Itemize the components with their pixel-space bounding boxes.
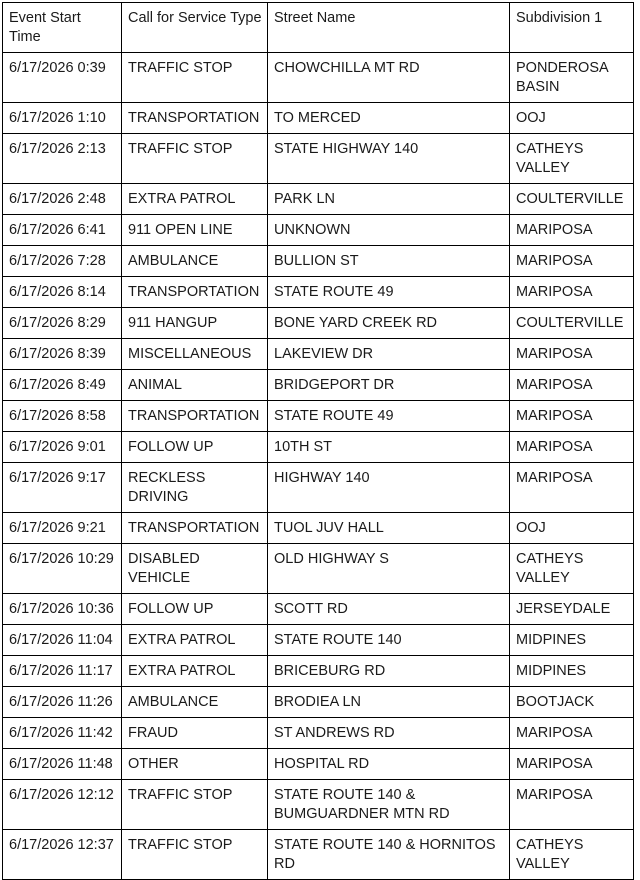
cell-street-name: PARK LN [268, 184, 510, 215]
table-row [3, 749, 634, 780]
cell-call-type: AMBULANCE [122, 687, 268, 718]
table-row [3, 277, 634, 308]
cell-call-type: ANIMAL [122, 370, 268, 401]
cell-call-type: TRAFFIC STOP [122, 134, 268, 184]
header-event-start-time: Event Start Time [3, 3, 122, 53]
table-row [3, 780, 634, 830]
cell-subdivision: MARIPOSA [510, 780, 634, 830]
table-row [3, 687, 634, 718]
cell-call-type: TRANSPORTATION [122, 277, 268, 308]
cell-street-name: BULLION ST [268, 246, 510, 277]
cell-event-start-time: 6/17/2026 9:21 [3, 513, 122, 544]
call-log-table [2, 2, 634, 880]
cell-subdivision: MARIPOSA [510, 370, 634, 401]
table-row [3, 830, 634, 880]
cell-street-name: STATE HIGHWAY 140 [268, 134, 510, 184]
cell-call-type: RECKLESS DRIVING [122, 463, 268, 513]
cell-subdivision: OOJ [510, 513, 634, 544]
cell-call-type: EXTRA PATROL [122, 656, 268, 687]
table-header [3, 3, 634, 53]
cell-street-name: UNKNOWN [268, 215, 510, 246]
table-row [3, 370, 634, 401]
table-row [3, 339, 634, 370]
cell-call-type: MISCELLANEOUS [122, 339, 268, 370]
cell-event-start-time: 6/17/2026 9:01 [3, 432, 122, 463]
header-street-name: Street Name [268, 3, 510, 53]
cell-street-name: SCOTT RD [268, 594, 510, 625]
table-row [3, 513, 634, 544]
cell-call-type: TRANSPORTATION [122, 103, 268, 134]
table-row [3, 544, 634, 594]
cell-subdivision: BOOTJACK [510, 687, 634, 718]
cell-event-start-time: 6/17/2026 11:42 [3, 718, 122, 749]
cell-street-name: ST ANDREWS RD [268, 718, 510, 749]
cell-subdivision: MARIPOSA [510, 339, 634, 370]
cell-street-name: OLD HIGHWAY S [268, 544, 510, 594]
cell-subdivision: JERSEYDALE [510, 594, 634, 625]
cell-subdivision: MARIPOSA [510, 463, 634, 513]
cell-street-name: LAKEVIEW DR [268, 339, 510, 370]
table-row [3, 215, 634, 246]
cell-event-start-time: 6/17/2026 12:37 [3, 830, 122, 880]
header-subdivision: Subdivision 1 [510, 3, 634, 53]
cell-call-type: TRANSPORTATION [122, 513, 268, 544]
cell-street-name: BONE YARD CREEK RD [268, 308, 510, 339]
cell-subdivision: OOJ [510, 103, 634, 134]
header-call-type: Call for Service Type [122, 3, 268, 53]
cell-call-type: 911 OPEN LINE [122, 215, 268, 246]
cell-event-start-time: 6/17/2026 11:48 [3, 749, 122, 780]
cell-call-type: TRAFFIC STOP [122, 780, 268, 830]
cell-call-type: FOLLOW UP [122, 594, 268, 625]
cell-street-name: STATE ROUTE 49 [268, 401, 510, 432]
cell-call-type: TRANSPORTATION [122, 401, 268, 432]
cell-subdivision: CATHEYS VALLEY [510, 134, 634, 184]
cell-event-start-time: 6/17/2026 9:17 [3, 463, 122, 513]
cell-subdivision: MARIPOSA [510, 718, 634, 749]
cell-call-type: TRAFFIC STOP [122, 53, 268, 103]
cell-call-type: AMBULANCE [122, 246, 268, 277]
cell-event-start-time: 6/17/2026 1:10 [3, 103, 122, 134]
table-row [3, 184, 634, 215]
table-row [3, 53, 634, 103]
table-row [3, 463, 634, 513]
cell-subdivision: PONDEROSA BASIN [510, 53, 634, 103]
table-row [3, 432, 634, 463]
cell-event-start-time: 6/17/2026 2:13 [3, 134, 122, 184]
cell-street-name: STATE ROUTE 49 [268, 277, 510, 308]
cell-subdivision: MARIPOSA [510, 401, 634, 432]
cell-event-start-time: 6/17/2026 12:12 [3, 780, 122, 830]
cell-street-name: TO MERCED [268, 103, 510, 134]
cell-event-start-time: 6/17/2026 11:26 [3, 687, 122, 718]
table-row [3, 594, 634, 625]
cell-street-name: HIGHWAY 140 [268, 463, 510, 513]
header-row [3, 3, 634, 53]
cell-street-name: STATE ROUTE 140 & HORNITOS RD [268, 830, 510, 880]
cell-street-name: STATE ROUTE 140 [268, 625, 510, 656]
cell-event-start-time: 6/17/2026 11:04 [3, 625, 122, 656]
table-row [3, 246, 634, 277]
cell-event-start-time: 6/17/2026 8:39 [3, 339, 122, 370]
table-row [3, 656, 634, 687]
cell-subdivision: MARIPOSA [510, 432, 634, 463]
cell-subdivision: COULTERVILLE [510, 308, 634, 339]
cell-street-name: BRODIEA LN [268, 687, 510, 718]
cell-subdivision: COULTERVILLE [510, 184, 634, 215]
cell-street-name: STATE ROUTE 140 & BUMGUARDNER MTN RD [268, 780, 510, 830]
cell-event-start-time: 6/17/2026 6:41 [3, 215, 122, 246]
cell-subdivision: MARIPOSA [510, 749, 634, 780]
cell-event-start-time: 6/17/2026 10:29 [3, 544, 122, 594]
cell-event-start-time: 6/17/2026 0:39 [3, 53, 122, 103]
table-row [3, 625, 634, 656]
cell-subdivision: MARIPOSA [510, 277, 634, 308]
cell-subdivision: CATHEYS VALLEY [510, 830, 634, 880]
table-row [3, 718, 634, 749]
cell-street-name: CHOWCHILLA MT RD [268, 53, 510, 103]
cell-call-type: 911 HANGUP [122, 308, 268, 339]
cell-event-start-time: 6/17/2026 8:58 [3, 401, 122, 432]
cell-call-type: OTHER [122, 749, 268, 780]
table-row [3, 134, 634, 184]
cell-event-start-time: 6/17/2026 8:29 [3, 308, 122, 339]
cell-subdivision: CATHEYS VALLEY [510, 544, 634, 594]
cell-event-start-time: 6/17/2026 8:14 [3, 277, 122, 308]
table-row [3, 103, 634, 134]
cell-subdivision: MIDPINES [510, 625, 634, 656]
cell-call-type: DISABLED VEHICLE [122, 544, 268, 594]
cell-street-name: BRICEBURG RD [268, 656, 510, 687]
cell-street-name: TUOL JUV HALL [268, 513, 510, 544]
cell-call-type: FOLLOW UP [122, 432, 268, 463]
cell-subdivision: MARIPOSA [510, 246, 634, 277]
table-row [3, 308, 634, 339]
cell-street-name: BRIDGEPORT DR [268, 370, 510, 401]
cell-call-type: EXTRA PATROL [122, 184, 268, 215]
cell-call-type: TRAFFIC STOP [122, 830, 268, 880]
cell-call-type: EXTRA PATROL [122, 625, 268, 656]
table-row [3, 401, 634, 432]
cell-street-name: HOSPITAL RD [268, 749, 510, 780]
cell-event-start-time: 6/17/2026 10:36 [3, 594, 122, 625]
cell-event-start-time: 6/17/2026 7:28 [3, 246, 122, 277]
cell-subdivision: MARIPOSA [510, 215, 634, 246]
cell-subdivision: MIDPINES [510, 656, 634, 687]
cell-street-name: 10TH ST [268, 432, 510, 463]
table-body [3, 53, 634, 880]
cell-event-start-time: 6/17/2026 11:17 [3, 656, 122, 687]
cell-event-start-time: 6/17/2026 8:49 [3, 370, 122, 401]
cell-event-start-time: 6/17/2026 2:48 [3, 184, 122, 215]
cell-call-type: FRAUD [122, 718, 268, 749]
